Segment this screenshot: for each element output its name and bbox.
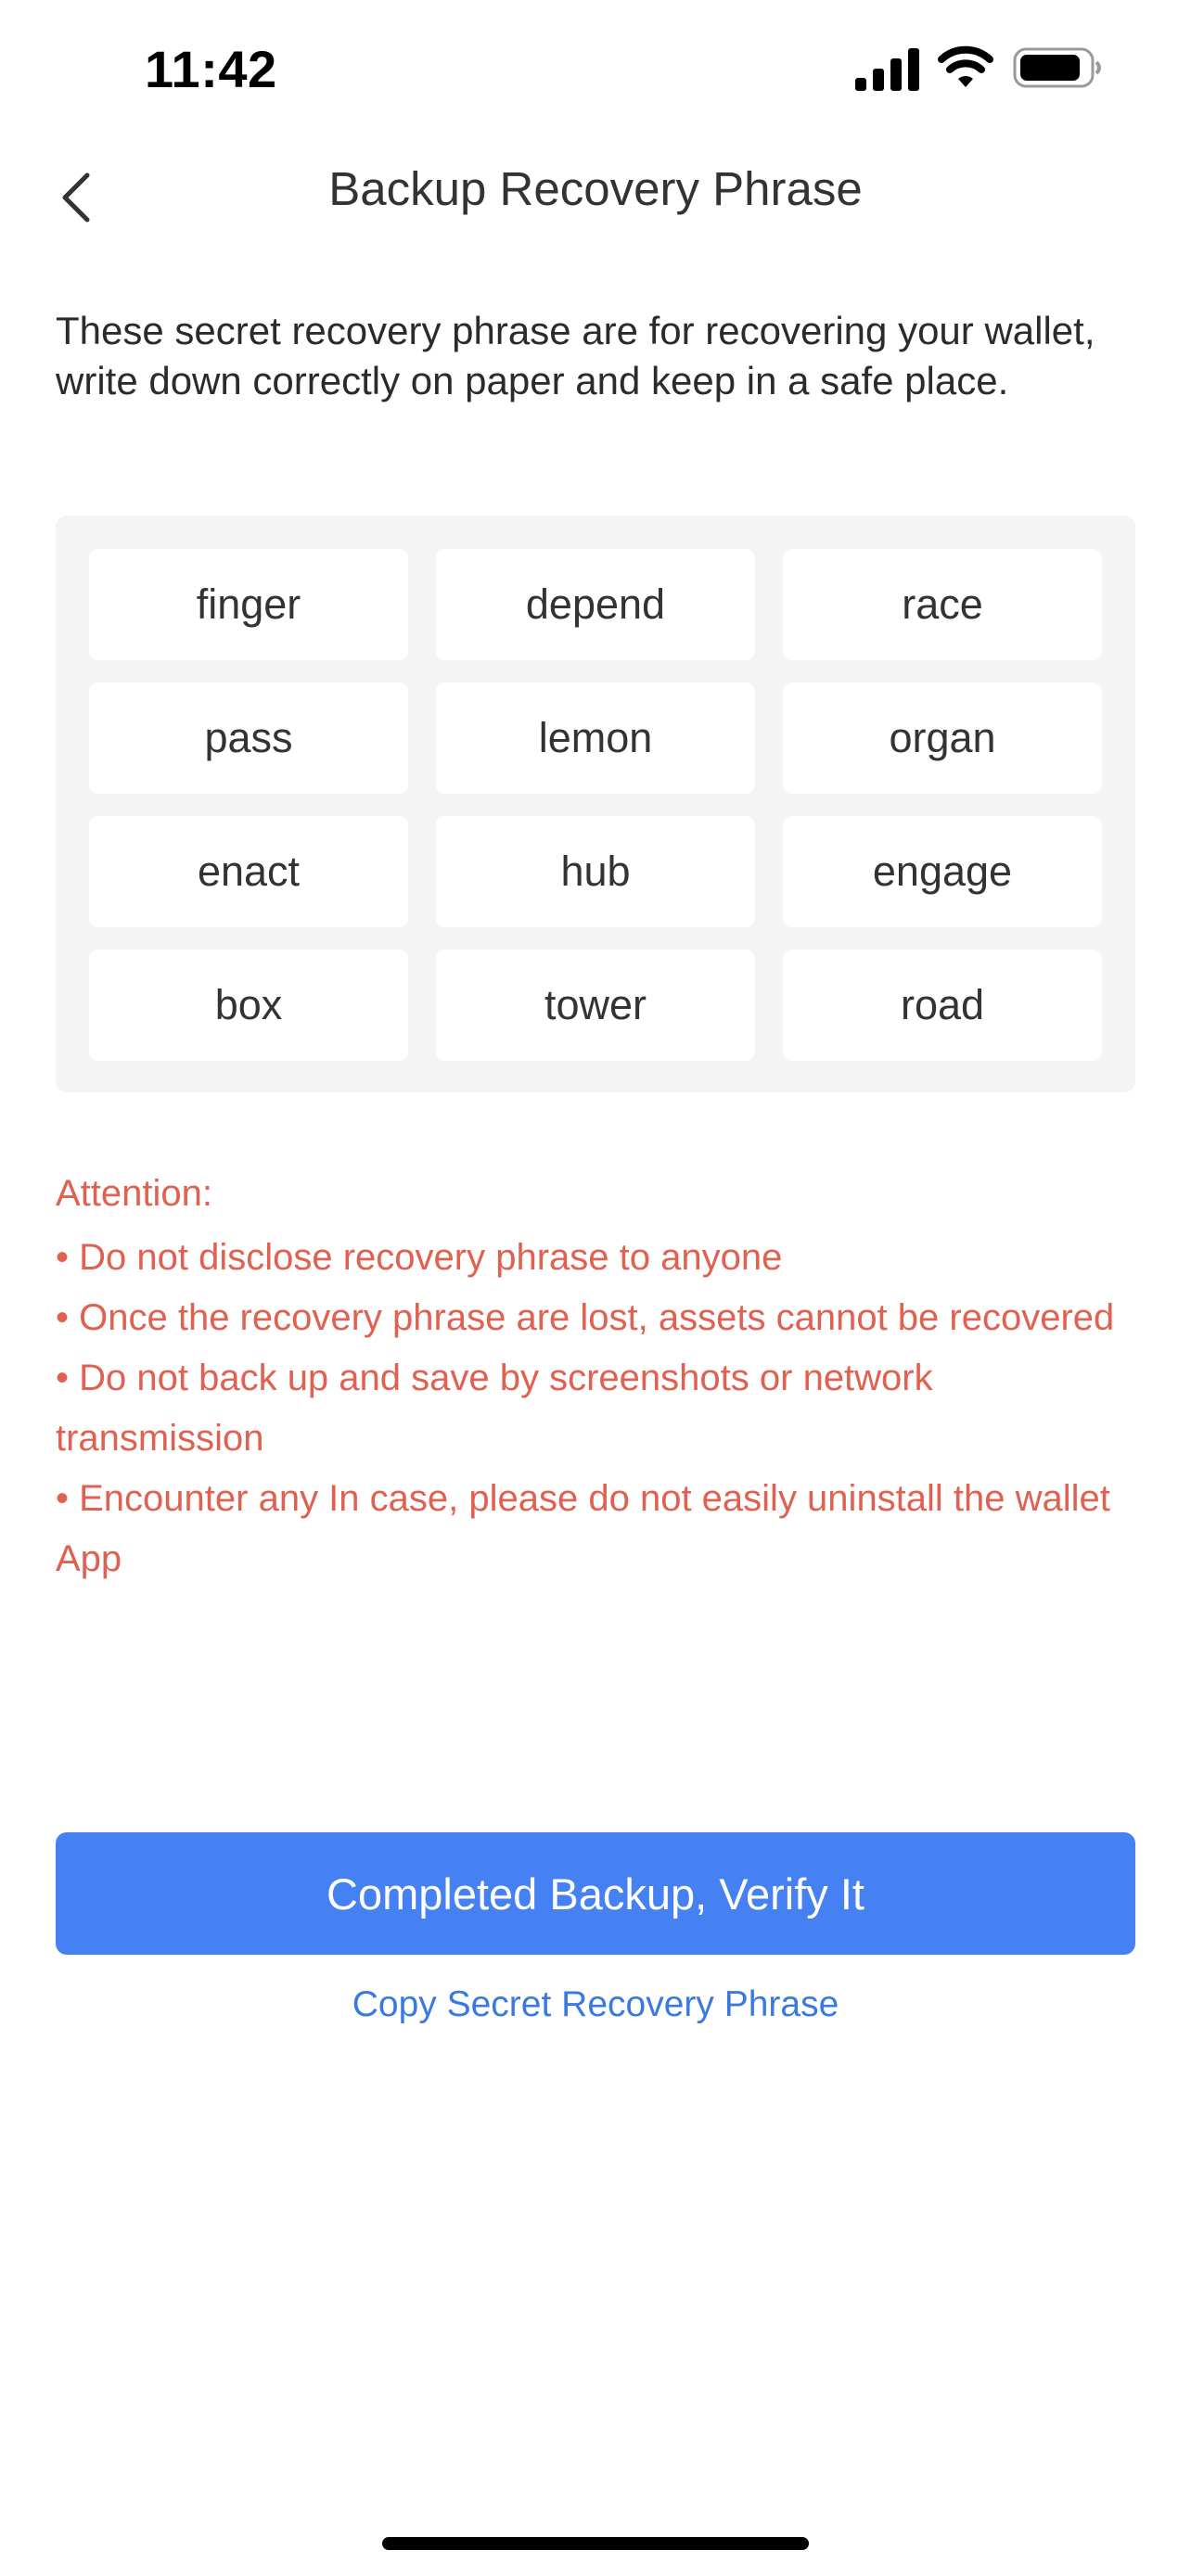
attention-item: • Do not disclose recovery phrase to anyone xyxy=(56,1237,783,1278)
phrase-word-7: enact xyxy=(89,816,408,927)
verify-backup-button[interactable]: Completed Backup, Verify It xyxy=(56,1832,1135,1955)
recovery-phrase-panel xyxy=(56,516,1135,1092)
attention-title: Attention: xyxy=(56,1173,213,1214)
phrase-word-4: pass xyxy=(89,682,408,794)
phrase-word-3: race xyxy=(783,549,1102,660)
cellular-signal-icon xyxy=(855,48,920,91)
phrase-word-12: road xyxy=(783,950,1102,1061)
attention-section xyxy=(56,1168,1141,1589)
wifi-icon xyxy=(937,45,994,89)
phrase-word-8: hub xyxy=(436,816,755,927)
phrase-word-11: tower xyxy=(436,950,755,1061)
attention-item: • Do not back up and save by screenshots or network transmission xyxy=(56,1358,933,1459)
phrase-word-6: organ xyxy=(783,682,1102,794)
intro-text: These secret recovery phrase are for recovering your wallet, write down correctly on paper and keep in a safe place. xyxy=(56,309,1095,402)
battery-icon xyxy=(1013,46,1104,89)
status-time: 11:42 xyxy=(145,40,277,98)
phrase-word-1: finger xyxy=(89,549,408,660)
home-indicator[interactable] xyxy=(382,2537,809,2550)
phrase-word-2: depend xyxy=(436,549,755,660)
status-bar xyxy=(0,0,1191,139)
recovery-phrase-grid xyxy=(89,549,1102,1061)
copy-recovery-phrase-link[interactable]: Copy Secret Recovery Phrase xyxy=(352,1984,839,2024)
phrase-word-10: box xyxy=(89,950,408,1061)
attention-item: • Encounter any In case, please do not easily uninstall the wallet App xyxy=(56,1478,1110,1579)
phrase-word-5: lemon xyxy=(436,682,755,794)
attention-item: • Once the recovery phrase are lost, assets cannot be recovered xyxy=(56,1297,1115,1338)
phrase-word-9: engage xyxy=(783,816,1102,927)
navigation-bar xyxy=(0,139,1191,250)
page-title: Backup Recovery Phrase xyxy=(328,162,863,215)
